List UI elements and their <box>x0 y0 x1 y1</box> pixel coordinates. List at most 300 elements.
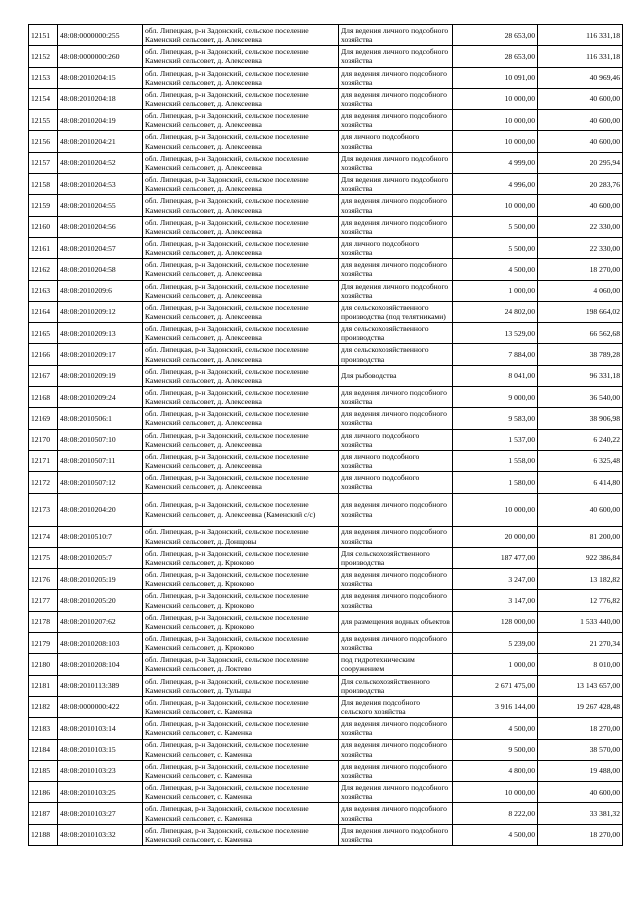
address-line: Каменский сельсовет, д. Алексеевка <box>145 141 262 151</box>
area-cell: 3 916 144,00 <box>453 696 538 717</box>
address-line: обл. Липецкая, р-н Задонский, сельское поселение <box>145 430 309 440</box>
address-line: Каменский сельсовет, д. Донщовы <box>145 536 257 546</box>
table-row <box>29 174 623 195</box>
address-line: Каменский сельсовет, д. Алексеевка <box>145 290 262 300</box>
table-row <box>29 782 623 803</box>
land-use-cell <box>339 344 453 365</box>
land-use-line: для ведения личного подсобного <box>341 740 447 750</box>
table-row <box>29 25 623 46</box>
area-cell: 4 996,00 <box>453 174 538 195</box>
land-use-line: под гидротехническим <box>341 655 415 665</box>
land-use-line: для ведения личного подсобного <box>341 89 447 99</box>
cadastral-value-cell: 20 295,94 <box>538 152 623 173</box>
row-number-cell: 12182 <box>29 696 58 717</box>
address-cell <box>143 450 339 471</box>
cadastral-value-cell: 6 414,80 <box>538 472 623 493</box>
table-row <box>29 547 623 568</box>
land-use-line: Для ведения личного подсобного <box>341 175 449 185</box>
land-use-line: хозяйства <box>341 792 373 802</box>
land-use-line: для ведения личного подсобного <box>341 591 447 601</box>
address-cell <box>143 493 339 526</box>
cadastral-number-cell: 48:08:2010209:6 <box>58 280 143 301</box>
area-cell: 1 000,00 <box>453 654 538 675</box>
address-line: Каменский сельсовет, д. Алексеевка <box>145 99 262 109</box>
cadastral-number-cell: 48:08:2010113:389 <box>58 675 143 696</box>
address-line: Каменский сельсовет, д. Алексеевка <box>145 248 262 258</box>
land-use-line: для ведения личного подсобного <box>341 761 447 771</box>
area-cell: 24 802,00 <box>453 301 538 322</box>
area-cell: 3 147,00 <box>453 590 538 611</box>
address-cell <box>143 526 339 547</box>
land-use-cell <box>339 88 453 109</box>
table-row <box>29 718 623 739</box>
cadastral-number-cell: 48:08:2010103:32 <box>58 824 143 845</box>
address-line: обл. Липецкая, р-н Задонский, сельское поселение <box>145 783 309 793</box>
table-row <box>29 110 623 131</box>
area-cell: 9 583,00 <box>453 408 538 429</box>
table-row <box>29 216 623 237</box>
land-use-line: хозяйства <box>341 600 373 610</box>
table-row <box>29 739 623 760</box>
cadastral-value-cell: 13 182,82 <box>538 569 623 590</box>
area-cell: 5 500,00 <box>453 216 538 237</box>
row-number-cell: 12185 <box>29 760 58 781</box>
cadastral-number-cell: 48:08:0000000:260 <box>58 46 143 67</box>
cadastral-value-cell: 40 600,00 <box>538 131 623 152</box>
area-cell: 10 091,00 <box>453 67 538 88</box>
cadastral-value-cell: 33 381,32 <box>538 803 623 824</box>
address-line: обл. Липецкая, р-н Задонский, сельское поселение <box>145 111 309 121</box>
address-line: обл. Липецкая, р-н Задонский, сельское поселение <box>145 132 309 142</box>
land-use-cell <box>339 174 453 195</box>
row-number-cell: 12186 <box>29 782 58 803</box>
address-line: Каменский сельсовет, д. Алексеевка <box>145 77 262 87</box>
cadastral-number-cell: 48:08:2010510:7 <box>58 526 143 547</box>
table-row <box>29 824 623 845</box>
table-row <box>29 803 623 824</box>
cadastral-value-cell: 1 533 440,00 <box>538 611 623 632</box>
cadastral-number-cell: 48:08:2010208:103 <box>58 633 143 654</box>
land-use-line: для сельскохозяйственного <box>341 324 429 334</box>
address-cell <box>143 611 339 632</box>
address-line: обл. Липецкая, р-н Задонский, сельское поселение <box>145 570 309 580</box>
address-line: обл. Липецкая, р-н Задонский, сельское поселение <box>145 260 309 270</box>
row-number-cell: 12156 <box>29 131 58 152</box>
cadastral-value-cell: 19 267 428,48 <box>538 696 623 717</box>
address-line: обл. Липецкая, р-н Задонский, сельское поселение <box>145 324 309 334</box>
table-row <box>29 88 623 109</box>
cadastral-value-cell: 19 488,00 <box>538 760 623 781</box>
cadastral-value-cell: 40 600,00 <box>538 493 623 526</box>
land-use-line: хозяйства <box>341 248 373 258</box>
address-cell <box>143 216 339 237</box>
row-number-cell: 12174 <box>29 526 58 547</box>
address-line: Каменский сельсовет, д. Алексеевка <box>145 439 262 449</box>
table-row <box>29 152 623 173</box>
address-line: Каменский сельсовет, д. Крюково <box>145 579 254 589</box>
address-line: обл. Липецкая, р-н Задонский, сельское поселение <box>145 47 309 57</box>
area-cell: 28 653,00 <box>453 25 538 46</box>
cadastral-value-cell: 36 540,00 <box>538 387 623 408</box>
address-line: Каменский сельсовет, д. Алексеевка <box>145 35 262 45</box>
land-use-cell <box>339 472 453 493</box>
address-line: обл. Липецкая, р-н Задонский, сельское поселение <box>145 676 309 686</box>
address-line: Каменский сельсовет, д. Алексеевка <box>145 184 262 194</box>
area-cell: 1 000,00 <box>453 280 538 301</box>
table-row <box>29 323 623 344</box>
land-use-line: производства <box>341 354 385 364</box>
land-use-line: Для ведения личного подсобного <box>341 25 449 35</box>
land-use-cell <box>339 408 453 429</box>
row-number-cell: 12183 <box>29 718 58 739</box>
land-use-line: хозяйства <box>341 770 373 780</box>
area-cell: 10 000,00 <box>453 131 538 152</box>
table-row <box>29 131 623 152</box>
table-row <box>29 450 623 471</box>
land-use-line: для личного подсобного <box>341 451 420 461</box>
table-row <box>29 472 623 493</box>
address-line: обл. Липецкая, р-н Задонский, сельское поселение <box>145 612 309 622</box>
land-use-line: хозяйства <box>341 99 373 109</box>
row-number-cell: 12181 <box>29 675 58 696</box>
cadastral-number-cell: 48:08:2010207:62 <box>58 611 143 632</box>
land-use-cell <box>339 739 453 760</box>
address-cell <box>143 675 339 696</box>
address-line: обл. Липецкая, р-н Задонский, сельское поселение <box>145 153 309 163</box>
row-number-cell: 12188 <box>29 824 58 845</box>
land-use-line: для ведения личного подсобного <box>341 111 447 121</box>
address-line: обл. Липецкая, р-н Задонский, сельское поселение <box>145 217 309 227</box>
address-line: Каменский сельсовет, с. Каменка <box>145 707 253 717</box>
land-use-line: хозяйства <box>341 35 373 45</box>
address-line: Каменский сельсовет, д. Локтево <box>145 664 252 674</box>
address-line: Каменский сельсовет, с. Каменка <box>145 749 253 759</box>
address-cell <box>143 280 339 301</box>
row-number-cell: 12154 <box>29 88 58 109</box>
table-row <box>29 611 623 632</box>
table-row <box>29 344 623 365</box>
address-line: обл. Липецкая, р-н Задонский, сельское поселение <box>145 500 309 510</box>
cadastral-number-cell: 48:08:2010209:17 <box>58 344 143 365</box>
address-cell <box>143 25 339 46</box>
cadastral-number-cell: 48:08:2010204:55 <box>58 195 143 216</box>
cadastral-number-cell: 48:08:2010209:19 <box>58 365 143 386</box>
address-line: обл. Липецкая, р-н Задонский, сельское поселение <box>145 387 309 397</box>
land-use-cell <box>339 633 453 654</box>
address-line: Каменский сельсовет, д. Крюково <box>145 600 254 610</box>
land-use-line: производства <box>341 333 385 343</box>
address-cell <box>143 88 339 109</box>
address-line: Каменский сельсовет, д. Алексеевка <box>145 397 262 407</box>
cadastral-value-cell: 40 600,00 <box>538 88 623 109</box>
cadastral-number-cell: 48:08:2010507:12 <box>58 472 143 493</box>
cadastral-value-cell: 13 143 657,00 <box>538 675 623 696</box>
address-cell <box>143 633 339 654</box>
address-cell <box>143 67 339 88</box>
land-use-line: Для сельскохозяйственного <box>341 548 430 558</box>
land-use-cell <box>339 67 453 88</box>
cadastral-value-cell: 18 270,00 <box>538 824 623 845</box>
row-number-cell: 12158 <box>29 174 58 195</box>
address-line: Каменский сельсовет, д. Крюково <box>145 621 254 631</box>
address-cell <box>143 174 339 195</box>
address-cell <box>143 718 339 739</box>
cadastral-value-cell: 198 664,02 <box>538 301 623 322</box>
table-row <box>29 195 623 216</box>
land-use-line: для ведения личного подсобного <box>341 570 447 580</box>
land-use-line: для сельскохозяйственного <box>341 345 429 355</box>
table-row <box>29 259 623 280</box>
land-use-cell <box>339 323 453 344</box>
table-row <box>29 301 623 322</box>
table-row <box>29 237 623 258</box>
land-use-cell <box>339 611 453 632</box>
row-number-cell: 12155 <box>29 110 58 131</box>
cadastral-number-cell: 48:08:2010204:58 <box>58 259 143 280</box>
land-use-line: для ведения личного подсобного <box>341 387 447 397</box>
row-number-cell: 12173 <box>29 493 58 526</box>
address-line: обл. Липецкая, р-н Задонский, сельское поселение <box>145 527 309 537</box>
land-registry-table <box>28 24 623 846</box>
row-number-cell: 12161 <box>29 237 58 258</box>
row-number-cell: 12165 <box>29 323 58 344</box>
land-use-line: хозяйства <box>341 56 373 66</box>
row-number-cell: 12169 <box>29 408 58 429</box>
cadastral-value-cell: 18 270,00 <box>538 718 623 739</box>
cadastral-number-cell: 48:08:2010204:57 <box>58 237 143 258</box>
land-use-line: сооружением <box>341 664 385 674</box>
address-line: обл. Липецкая, р-н Задонский, сельское поселение <box>145 740 309 750</box>
land-use-line: производства (под телятниками) <box>341 312 446 321</box>
land-use-cell <box>339 824 453 845</box>
address-cell <box>143 301 339 322</box>
land-use-cell <box>339 696 453 717</box>
land-use-line: для личного подсобного <box>341 430 420 440</box>
address-cell <box>143 824 339 845</box>
land-use-line: хозяйства <box>341 141 373 151</box>
table-row <box>29 67 623 88</box>
cadastral-number-cell: 48:08:2010506:1 <box>58 408 143 429</box>
cadastral-number-cell: 48:08:2010208:104 <box>58 654 143 675</box>
land-use-cell <box>339 110 453 131</box>
land-use-line: Для ведения личного подсобного <box>341 47 449 57</box>
cadastral-number-cell: 48:08:2010507:11 <box>58 450 143 471</box>
table-row <box>29 654 623 675</box>
land-use-line: хозяйства <box>341 290 373 300</box>
land-use-line: для размещения водных объектов <box>341 617 450 627</box>
address-line: обл. Липецкая, р-н Задонский, сельское поселение <box>145 409 309 419</box>
land-use-line: для ведения личного подсобного <box>341 527 447 537</box>
cadastral-value-cell: 12 776,82 <box>538 590 623 611</box>
table-row <box>29 387 623 408</box>
area-cell: 3 247,00 <box>453 569 538 590</box>
cadastral-number-cell: 48:08:2010204:18 <box>58 88 143 109</box>
address-cell <box>143 590 339 611</box>
cadastral-value-cell: 40 600,00 <box>538 782 623 803</box>
area-cell: 2 671 475,00 <box>453 675 538 696</box>
cadastral-number-cell: 48:08:2010103:14 <box>58 718 143 739</box>
cadastral-value-cell: 18 270,00 <box>538 259 623 280</box>
row-number-cell: 12166 <box>29 344 58 365</box>
land-use-cell <box>339 46 453 67</box>
land-use-line: хозяйства <box>341 184 373 194</box>
land-use-cell <box>339 803 453 824</box>
land-use-cell <box>339 450 453 471</box>
land-use-line: хозяйства <box>341 418 373 428</box>
row-number-cell: 12175 <box>29 547 58 568</box>
address-line: Каменский сельсовет, д. Алексеевка <box>145 461 262 471</box>
address-line: Каменский сельсовет, д. Алексеевка <box>145 354 262 364</box>
area-cell: 1 558,00 <box>453 450 538 471</box>
land-use-line: для личного подсобного <box>341 473 420 483</box>
address-cell <box>143 739 339 760</box>
cadastral-value-cell: 116 331,18 <box>538 46 623 67</box>
land-use-cell <box>339 365 453 386</box>
address-line: Каменский сельсовет, д. Алексеевка <box>145 269 262 279</box>
address-line: Каменский сельсовет, д. Крюково <box>145 557 254 567</box>
cadastral-value-cell: 6 325,48 <box>538 450 623 471</box>
land-use-line: для ведения личного подсобного <box>341 196 447 206</box>
land-use-cell <box>339 280 453 301</box>
address-line: Каменский сельсовет, с. Каменка <box>145 728 253 738</box>
row-number-cell: 12184 <box>29 739 58 760</box>
land-use-cell <box>339 782 453 803</box>
row-number-cell: 12159 <box>29 195 58 216</box>
land-use-line: Для ведения личного подсобного <box>341 153 449 163</box>
row-number-cell: 12170 <box>29 429 58 450</box>
table-body <box>29 25 623 846</box>
cadastral-value-cell: 6 240,22 <box>538 429 623 450</box>
land-use-line: Для ведения личного подсобного <box>341 783 449 793</box>
land-use-line: для сельскохозяйственного <box>341 302 429 312</box>
land-use-line: хозяйства <box>341 813 373 823</box>
cadastral-value-cell: 8 010,00 <box>538 654 623 675</box>
address-cell <box>143 408 339 429</box>
address-line: Каменский сельсовет, с. Каменка <box>145 792 253 802</box>
address-line: обл. Липецкая, р-н Задонский, сельское поселение <box>145 366 309 376</box>
land-use-line: хозяйства <box>341 461 373 471</box>
address-line: Каменский сельсовет, с. Каменка <box>145 813 253 823</box>
land-use-line: для личного подсобного <box>341 238 420 248</box>
row-number-cell: 12167 <box>29 365 58 386</box>
address-line: Каменский сельсовет, д. Алексеевка <box>145 418 262 428</box>
land-use-cell <box>339 493 453 526</box>
area-cell: 10 000,00 <box>453 782 538 803</box>
address-cell <box>143 782 339 803</box>
land-use-line: Для ведения подсобного <box>341 697 421 707</box>
land-use-cell <box>339 216 453 237</box>
cadastral-number-cell: 48:08:2010204:56 <box>58 216 143 237</box>
cadastral-value-cell: 38 789,28 <box>538 344 623 365</box>
address-cell <box>143 803 339 824</box>
land-use-line: Для рыбоводства <box>341 371 397 381</box>
land-use-line: хозяйства <box>341 205 373 215</box>
land-use-line: для ведения личного подсобного <box>341 260 447 270</box>
address-line: обл. Липецкая, р-н Задонский, сельское поселение <box>145 548 309 558</box>
land-use-line: хозяйства <box>341 162 373 172</box>
address-line: обл. Липецкая, р-н Задонский, сельское поселение <box>145 804 309 814</box>
address-line: обл. Липецкая, р-н Задонский, сельское поселение <box>145 68 309 78</box>
cadastral-number-cell: 48:08:0000000:255 <box>58 25 143 46</box>
address-cell <box>143 110 339 131</box>
row-number-cell: 12179 <box>29 633 58 654</box>
land-use-line: для ведения личного подсобного <box>341 500 447 510</box>
land-use-cell <box>339 654 453 675</box>
address-line: обл. Липецкая, р-н Задонский, сельское поселение <box>145 719 309 729</box>
land-use-cell <box>339 590 453 611</box>
table-row <box>29 526 623 547</box>
address-cell <box>143 323 339 344</box>
address-cell <box>143 131 339 152</box>
land-use-line: хозяйства <box>341 834 373 844</box>
area-cell: 10 000,00 <box>453 195 538 216</box>
address-line: обл. Липецкая, р-н Задонский, сельское поселение <box>145 451 309 461</box>
land-use-line: хозяйства <box>341 226 373 236</box>
address-line: Каменский сельсовет, д. Алексеевка <box>145 333 262 343</box>
area-cell: 9 000,00 <box>453 387 538 408</box>
address-line: Каменский сельсовет, д. Алексеевка <box>145 375 262 385</box>
cadastral-value-cell: 22 330,00 <box>538 216 623 237</box>
cadastral-number-cell: 48:08:2010103:27 <box>58 803 143 824</box>
cadastral-value-cell: 38 906,98 <box>538 408 623 429</box>
table-row <box>29 408 623 429</box>
address-line: обл. Липецкая, р-н Задонский, сельское поселение <box>145 345 309 355</box>
area-cell: 4 800,00 <box>453 760 538 781</box>
cadastral-value-cell: 40 600,00 <box>538 195 623 216</box>
area-cell: 20 000,00 <box>453 526 538 547</box>
land-use-line: для ведения личного подсобного <box>341 409 447 419</box>
cadastral-value-cell: 22 330,00 <box>538 237 623 258</box>
cadastral-value-cell: 66 562,68 <box>538 323 623 344</box>
table-row <box>29 760 623 781</box>
area-cell: 5 239,00 <box>453 633 538 654</box>
cadastral-number-cell: 48:08:2010209:13 <box>58 323 143 344</box>
area-cell: 1 537,00 <box>453 429 538 450</box>
address-line: Каменский сельсовет, д. Алексеевка <box>145 162 262 172</box>
land-use-line: производства <box>341 685 385 695</box>
address-cell <box>143 365 339 386</box>
table-row <box>29 569 623 590</box>
cadastral-value-cell: 21 270,34 <box>538 633 623 654</box>
table-row <box>29 46 623 67</box>
land-use-line: для личного подсобного <box>341 132 420 142</box>
cadastral-number-cell: 48:08:2010103:15 <box>58 739 143 760</box>
row-number-cell: 12171 <box>29 450 58 471</box>
cadastral-value-cell: 40 969,46 <box>538 67 623 88</box>
row-number-cell: 12163 <box>29 280 58 301</box>
address-line: обл. Липецкая, р-н Задонский, сельское поселение <box>145 633 309 643</box>
cadastral-number-cell: 48:08:2010507:10 <box>58 429 143 450</box>
cadastral-value-cell: 38 570,00 <box>538 739 623 760</box>
address-cell <box>143 696 339 717</box>
area-cell: 4 500,00 <box>453 259 538 280</box>
address-line: Каменский сельсовет, д. Алексеевка <box>145 120 262 130</box>
land-use-cell <box>339 259 453 280</box>
address-line: Каменский сельсовет, д. Алексеевка <box>145 226 262 236</box>
address-line: обл. Липецкая, р-н Задонский, сельское поселение <box>145 761 309 771</box>
table-row <box>29 429 623 450</box>
address-line: обл. Липецкая, р-н Задонский, сельское поселение <box>145 591 309 601</box>
area-cell: 7 884,00 <box>453 344 538 365</box>
table-row <box>29 493 623 526</box>
land-use-cell <box>339 195 453 216</box>
land-use-cell <box>339 547 453 568</box>
land-use-cell <box>339 237 453 258</box>
cadastral-value-cell: 4 060,00 <box>538 280 623 301</box>
address-line: Каменский сельсовет, д. Крюково <box>145 643 254 653</box>
address-cell <box>143 760 339 781</box>
address-line: Каменский сельсовет, д. Тульщы <box>145 685 251 695</box>
